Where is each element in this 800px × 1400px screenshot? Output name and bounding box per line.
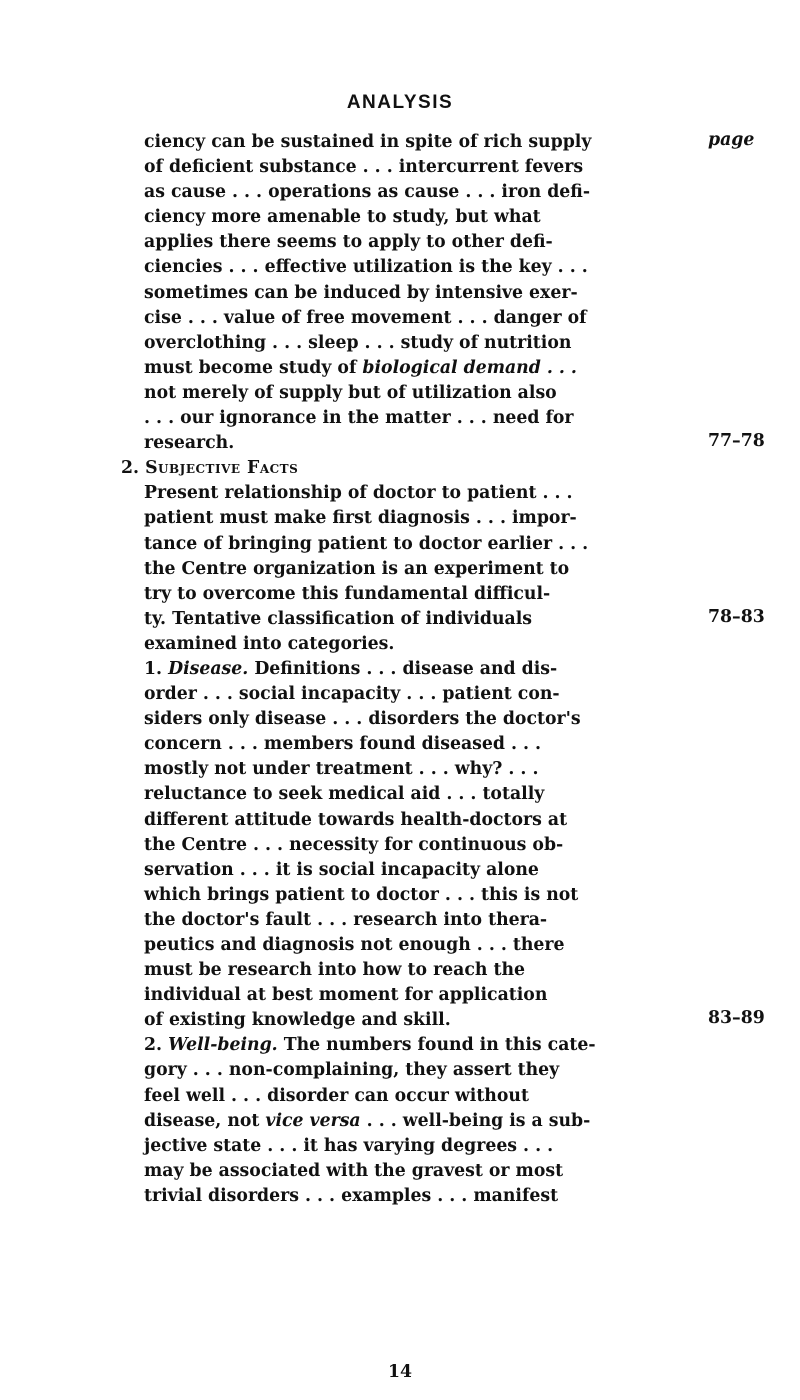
page-range-well-being: 83–89 [708,1008,765,1028]
text-fragment: disease, not [144,1110,266,1131]
text-line: Present relationship of doctor to patient . . . [144,483,573,504]
text-line: the Centre . . . necessity for continuous ob- [144,834,564,855]
text-fragment: The numbers found in this cate- [277,1035,596,1056]
text-line: must be research into how to reach the [144,960,526,981]
text-line: examined into categories. [144,633,395,654]
text-line: overclothing . . . sleep . . . study of nutrition [144,332,572,353]
running-head: ANALYSIS [346,92,454,113]
text-line: the doctor's fault . . . research into thera- [144,909,548,930]
text-line: not merely of supply but of utilization also [144,382,557,403]
text-line [144,657,654,682]
text-line: of existing knowledge and skill. [144,1010,451,1031]
page-column-label: page [708,130,755,150]
text-line: different attitude towards health-doctors at [144,809,568,830]
text-line: gory . . . non-complaining, they assert they [144,1060,560,1081]
text-line: ciency more amenable to study, but what [144,207,541,228]
text-line: research. [144,433,235,454]
text-line: the Centre organization is an experiment to [144,558,570,579]
page-range-disease: 78–83 [708,607,765,627]
text-line [144,356,654,381]
text-line: servation . . . it is social incapacity alone [144,859,539,880]
text-line: mostly not under treatment . . . why? . . . [144,759,539,780]
text-line: of deficient substance . . . intercurrent fevers [144,157,584,178]
item-title: Disease. [168,658,249,679]
text-line: try to overcome this fundamental difficul- [144,583,551,604]
text-line: siders only disease . . . disorders the doctor's [144,709,581,730]
text-line: ty. Tentative classification of individuals [144,608,533,629]
text-line: sometimes can be induced by intensive exer- [144,282,578,303]
text-line: tance of bringing patient to doctor earlier . . . [144,533,589,554]
text-line: ciencies . . . effective utilization is the key . . . [144,257,588,278]
text-line: feel well . . . disorder can occur without [144,1085,529,1106]
text-line: peutics and diagnosis not enough . . . there [144,935,565,955]
item-disease-paragraph [144,657,654,1033]
text-line: cise . . . value of free movement . . . danger of [144,307,587,328]
item-number: 2. [144,1035,163,1056]
analysis-text [121,130,654,1209]
emphasis-text: vice versa [265,1110,361,1131]
text-line [144,1109,654,1134]
text-line: reluctance to seek medical aid . . . totally [144,784,545,805]
section-number: 2. [121,458,140,479]
text-fragment: must become study of [144,357,363,378]
section-paragraph [144,481,654,657]
text-fragment: Definitions . . . disease and dis- [248,658,558,679]
text-line [144,1033,654,1058]
text-line: order . . . social incapacity . . . patient con- [144,684,560,705]
text-line: as cause . . . operations as cause . . . iron defi- [144,182,591,203]
text-fragment: . . . well-being is a sub- [360,1110,591,1131]
section-title: Subjective Facts [145,458,299,479]
text-line: patient must make first diagnosis . . . impor- [144,508,577,529]
item-title: Well-being. [168,1035,278,1056]
emphasis-text: biological demand . . . [362,357,577,378]
text-line: concern . . . members found diseased . . . [144,734,542,755]
text-line: jective state . . . it has varying degrees . . . [144,1135,554,1156]
text-line: which brings patient to doctor . . . this is not [144,884,579,905]
page-range-subjective-facts: 77–78 [708,431,765,451]
text-line: ciency can be sustained in spite of rich supply [144,132,592,152]
page-number: 14 [387,1362,413,1382]
text-line: applies there seems to apply to other defi- [144,232,553,253]
intro-paragraph [144,130,654,456]
item-number: 1. [144,658,163,679]
section-heading [121,456,631,481]
text-line: . . . our ignorance in the matter . . . need for [144,408,574,429]
text-line: may be associated with the gravest or most [144,1160,564,1181]
text-line: trivial disorders . . . examples . . . manifest [144,1185,559,1206]
item-wellbeing-paragraph [144,1033,654,1209]
text-line: individual at best moment for application [144,985,548,1006]
